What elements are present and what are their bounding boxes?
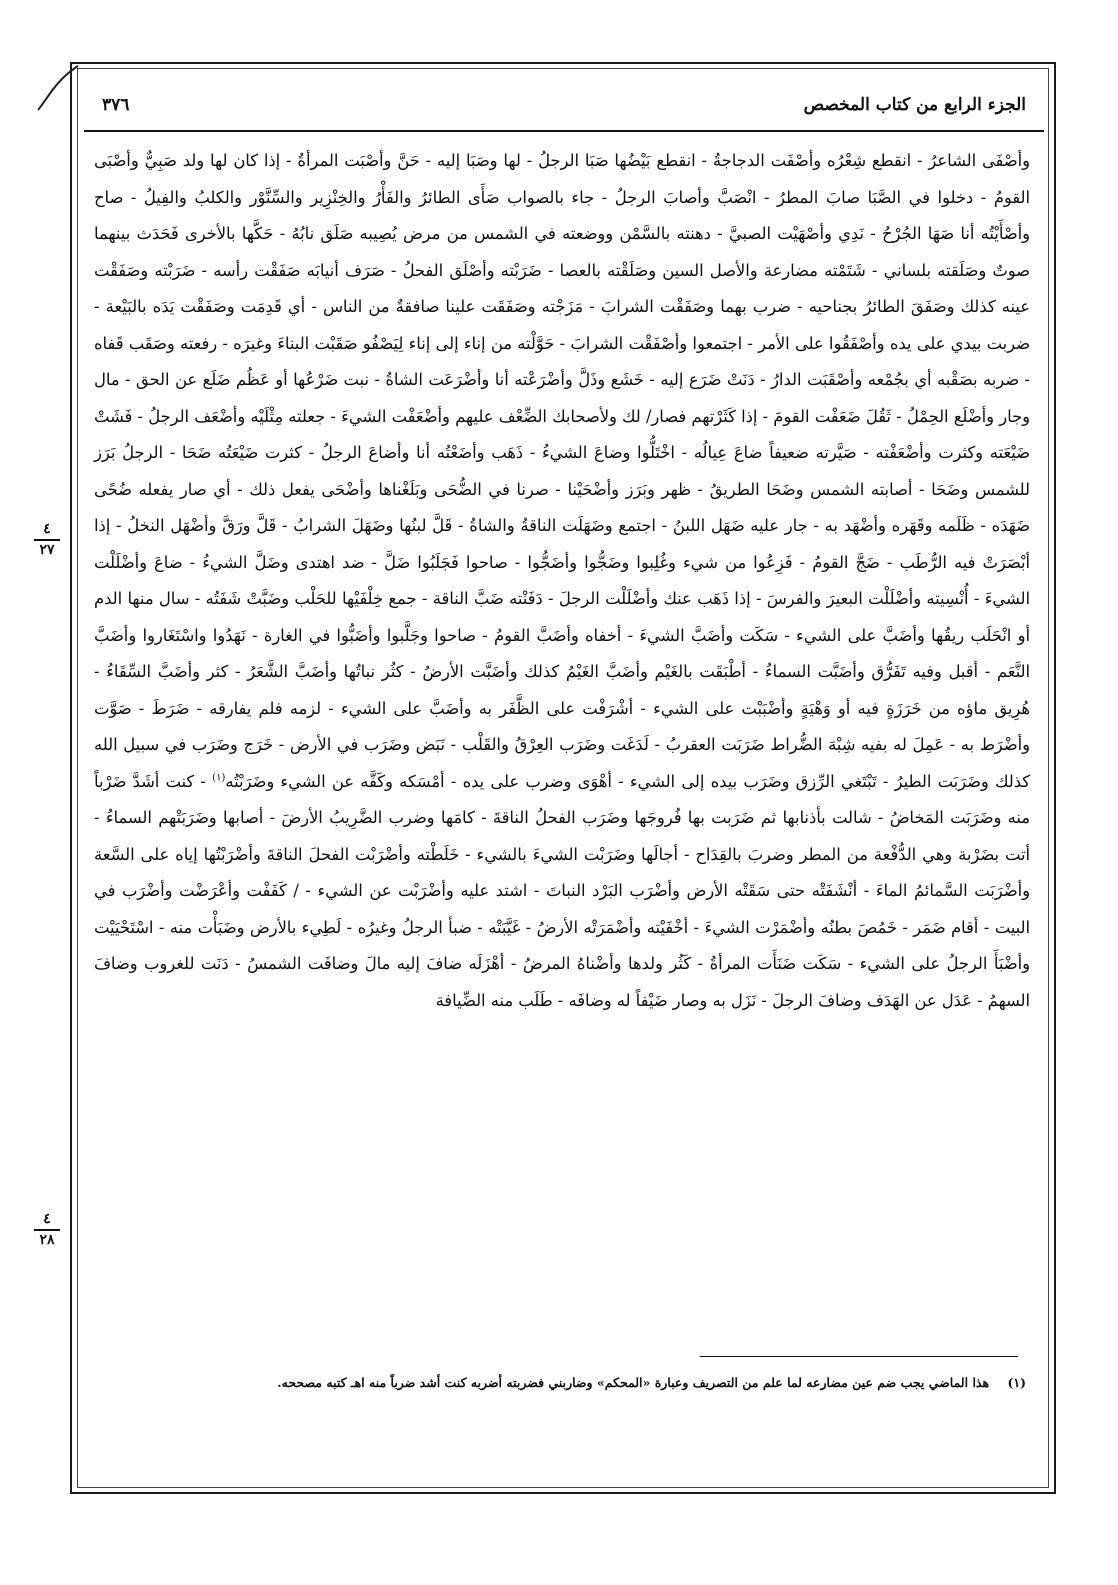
page-number: ٣٧٦ (102, 95, 130, 115)
footnote (94, 1370, 1026, 1396)
margin-page-marker (27, 1212, 67, 1248)
page-header (84, 80, 1044, 130)
text-segment-2: - كنت أشَدَّ ضَرْباً منه وضَرَبَت المَخاضُ - شالت بأذنابها ثم ضَرَبت بها فُروجَها وضَرَب الفحلُ الناقةَ - كامَها وضرب الضَّرِيبُ الأرضَ - أصابها وضَرَبَتْهم السماءُ - أتت بضَرْبة وهي الدُّفْعة من المطر وضربَ بالقِدَاح - أجالَها وضَرَبْت الشيءَ بالشيء - خَلَطْته وأضْرَبْت الفحلَ الناقةَ وأضْرَبْتُها إياه على السَّعة وأضْرَبَت السَّمائمُ الماءَ - أنْشَفَتْه حتى سَقَتْه الأرض وأضْرَب البَرْد النباتَ - اشتد عليه وأضْرَبْت عن الشيء - / كَفَفْت وأعْرَضْت وأضْرَب في البيت - أقام ضَمَر - خَمُصَ بطنُه وأضْمَرْت الشيءَ - أخْفَيْته وأضْمَرَتْه الأرضُ - غَيَّبَتْه - ضبأ الرجلُ وغيرُه - لَطِيء بالأرض وضَبَأْت منه - اسْتَحْيَيْت وأضْبَأَ الرجلُ على الشيء - سَكَت ضَنَأَت المرأةُ - كَثُر ولدها وأضْناهُ المرضُ - أهْزَلَه ضافَ إليه مالَ وضافَت الشمسُ - دَنَت للغروب وضافَ السهمُ - عَدَل عن الهَدَف وضافَ الرجلَ - نَزَل به وصار ضَيْفاً له وضافَه - طَلَب منه الضِّيافة (94, 771, 1030, 1010)
text-segment-1: وأصْفَى الشاعرُ - انقطع شِعْرُه وأصْفَت الدجاجةُ - انقطع بَيْضُها صَبَا الرجلُ - لها وصَبَا إليه - حَنَّ وأصْبَت المرأةُ - إذا كان لها ولد صَبِيٌّ وأصْبَى القومُ - دخلوا في الصَّبَا صابَ المطرُ - انْصَبَّ وأصابَ الرجلُ - جاء بالصواب صَأَى الطائرُ والفَأْرُ والخِنْزِير والسِّنَّوْر والكلبُ والفِيلُ - صاح وأصْأَيْتُه أنا صَهَا الجُرْحُ - نَدِي وأصْهَيْت الصبيَّ - دهنته بالسَّمْن ووضعته في الشمس من مرض يُصِيبه صَلَق نابُهُ - حَكَّها بالأخرى فَحَدَث بينهما صوتٌ وصَلَقته بلساني - شَتَمْته مضارعة والأصل السين وصَلَقْته بالعصا - ضَرَبْته وأصْلَق الفحلُ - صَرَف أنيابَه صَفَقْت رأسه - ضَرَبْته وصَفَقْت عينه كذلك وصَفَقَ الطائرُ بجناحيه - ضرب بهما وصَفَقْت الشرابَ - مَزَجْته وصَفَقَت علينا صافقةٌ من الناس - أي قَدِمَت وصَفَقْت يَدَه بالبَيْعة - ضربت بيدي على يده وأصْفَقُوا على الأمر - اجتمعوا وأصْفَقْت الشرابَ - حَوَّلْته من إناء إلى إناء لِيَصْفُو صَقَبْت البناءَ وغيرَه - رفعته وصَقَب قَفاه - ضربه بصَقْبه أي بجُمْعه وأصْقَبَت الدارُ - دَنَتْ ضَرَع إليه - خَشَع وذَلَّ وأضْرَعْته أنا وأضْرَعَت الشاةُ - نبت ضَرْعُها أو عَظُم ضَلَع عن الحق - مال وجار وأضْلَع الحِمْلُ - ثَقُلَ ضَعَفْت القومَ - إذا كَثَرْتهم فصار/ لك ولأصحابك الضِّعْف عليهم وأضْعَفْت الشيءَ - جعلته مِثْلَيْه وأضْعَف الرجلُ - فَشَتْ ضَيْعَته وكثرت وأضْعَفْته - صَيَّرته ضعيفاً ضاعَ عِيالُه - اخْتَلُّوا وضاعَ الشيءُ - ذَهَب وأضَعْتُه أنا وأضاعَ الرجلُ - كثرت ضَيْعَتُه ضَحَا - الرجلُ بَرَز للشمس وضَحَا - أصابته الشمس وضَحَا الطريقُ - ظهر وبَرَز وأضْحَيْنا - صرنا في الضُّحَى وبَلَغْناها وأضْحَى يفعل ذلك - أي صار يفعله ضُحًى ضَهَدَه - ظَلَمه وقَهَره وأضْهَد به - جار عليه ضَهَل اللبنُ - اجتمع وضَهَلَت الناقةُ والشاةُ - قَلَّ لبنُها وضَهَلَ الشرابُ - قَلَّ ورَقَّ وأضْهَل النخلُ - إذا أبْصَرَتْ فيه الرُّطَب - ضَجَّ القومُ - فَزِعُوا من شيء وغُلِبوا وضَجُّوا وأضَجُّوا - صاحوا فَجَلَبُوا ضَلَّ - ضد اهتدى وضَلَّ الشيءُ - ضاعَ وأضْلَلْت الشيءَ - أُنْسِيته وأضْلَلْت البعيرَ والفرسَ - إذا ذَهَب عنك وأضْلَلْت الرجلَ - دَفَنْته ضَبَّ الناقة - جمع خِلْفَيْها للحَلْب وضَبَّتْ شَفَتُه - سال منها الدم أو انْحَلَب ريقُها وأضَبَّ على الشيء - سَكَت وأضَبَّ الشيءَ - أخفاه وأضَبَّ القومُ - صاحوا وجَلَّبوا وأضَبُّوا في الغارة - نَهَدُوا واسْتَغَاروا وأضَبَّ النَّعَم - أقبل وفيه تَفَرُّق وأضَبَّت السماءُ - أطْبَقَت بالغَيْم وأضَبَّ الغَيْمُ كذلك وأضَبَّت الأرضُ - كثُر نباتُها وأضَبَّ الشَّعَرُ - كثر وأضَبَّ السِّقَاءُ - هُرِيق ماؤه من خَرَزَةٍ فيه أو وَهْيَةٍ وأضْبَبْت على الشيء - أشْرَفْت على الظَّفَر به وأضَبَّ على الشيء - لزمه فلم يفارقه - ضَرَطَ - صَوَّت وأضْرَط به - عَمِلَ له بفيه شِبْهَ الضُّراط ضَرَبَت العقربُ - لَدَغَت وضَرَب العِرْقُ والقَلْب - نَبَض وضَرَب في الأرض - خَرَج وضَرَب في سبيل الله كذلك وضَرَبَت الطيرُ - تَبْتَغي الرِّزق وضَرَب بيده إلى الشيء - أهْوَى وضرب على يده - أمْسَكه وكَفَّه عن الشيء وضَرَبْتُه (94, 151, 1031, 791)
marker-page: ٢٨ (39, 1232, 55, 1248)
main-text (94, 143, 1030, 1019)
footnote-number: (١) (1007, 1375, 1026, 1390)
header-rule (84, 130, 1044, 132)
marker-volume: ٤ (43, 1211, 51, 1227)
margin-page-marker (27, 522, 67, 558)
main-paragraph (94, 143, 1030, 1019)
footnote-text: هذا الماضي يجب ضم عين مضارعه لما علم من التصريف وعبارة «المحكم» وضاربني فضربته أضربه كنت أشد ضرباً منه اهـ كتبه مصححه. (277, 1375, 990, 1390)
marker-volume: ٤ (43, 521, 51, 537)
footnote-rule (700, 1356, 1018, 1357)
footnote-reference: (١) (212, 772, 226, 784)
marker-page: ٢٧ (39, 542, 55, 558)
running-title: الجزء الرابع من كتاب المخصص (803, 95, 1026, 115)
marker-rule (34, 1229, 60, 1231)
marker-rule (34, 539, 60, 541)
